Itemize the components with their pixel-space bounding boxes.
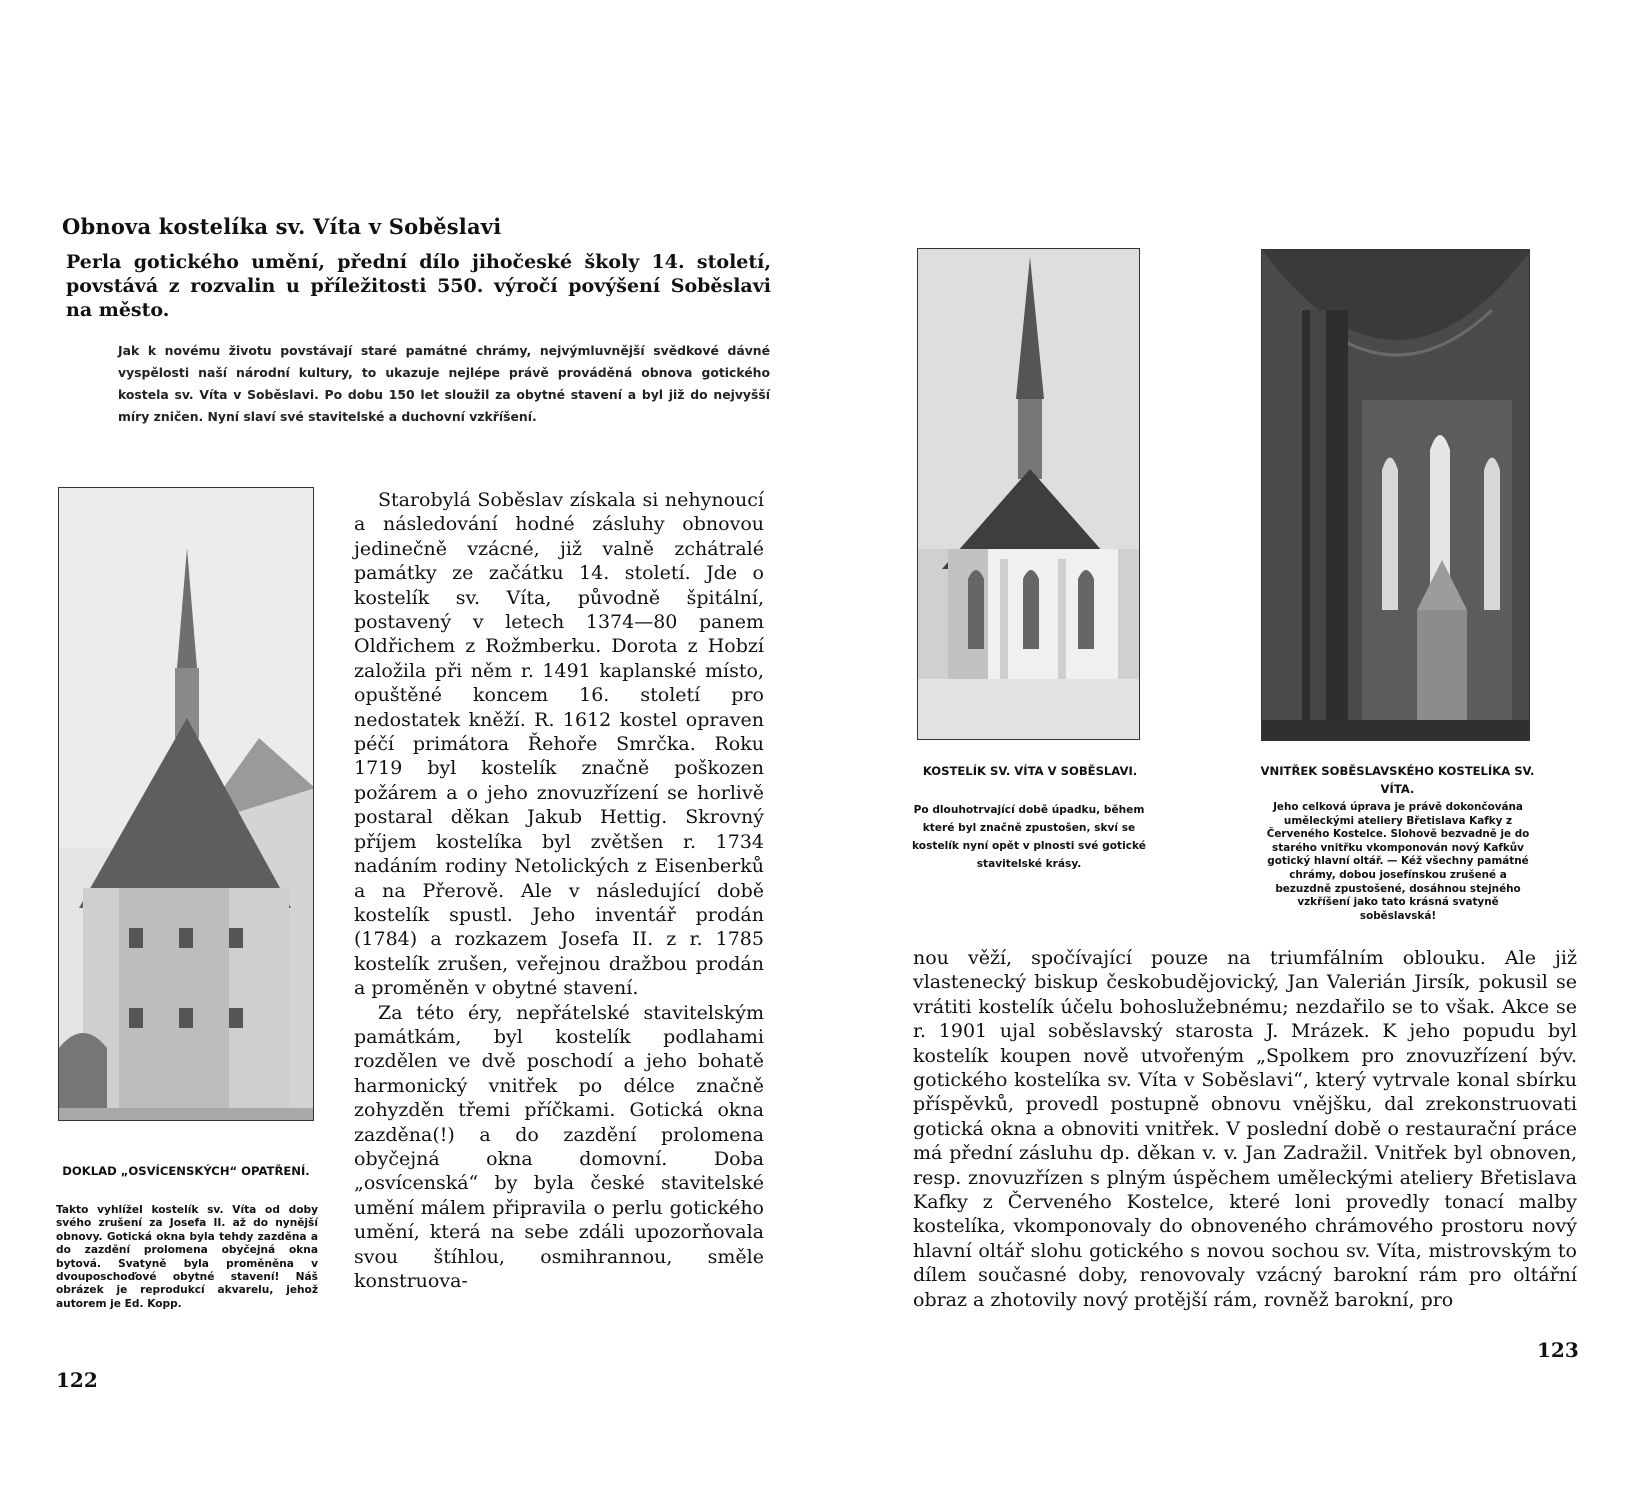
- church-interior-photo: [1262, 250, 1530, 741]
- figure-caption-body: Takto vyhlížel kostelík sv. Víta od doby svého zrušení za Josefa II. až do nynější obnovy. Gotická okna byla tehdy zazděna a do zazdění prolomena obyčejná okna bytová. Svatyně byla proměněna v dvouposchoďové obytné stavení! Náš obrázek je reprodukcí akvarelu, jehož autorem je Ed. Kopp.: [56, 1204, 318, 1310]
- figure-caption-title: DOKLAD „OSVÍCENSKÝCH“ OPATŘENÍ.: [62, 1164, 310, 1178]
- figure-caption-body: Jeho celková úprava je právě dokončována uměleckými ateliery Břetislava Kafky z Červeného Kostelce. Slohově bezvadně je do starého vnitřku vkomponován nový Kafkův gotický hlavní oltář. — Kéž všechny památné chrámy, dobou josefínskou zrušené a bezuzdně zpustošené, dosáhnou stejného vzkříšení jako tato krásná svatyně soběslavská!: [1266, 801, 1530, 922]
- figure-caption-title: KOSTELÍK SV. VÍTA V SOBĚSLAVI.: [922, 764, 1138, 778]
- article-lead: Jak k novému životu povstávají staré památné chrámy, nejvýmluvnější svědkové dávné vyspělosti naší národní kultury, to ukazuje nejlépe právě prováděná obnova gotického kostela sv. Víta v Soběslavi. Po dobu 150 let sloužil za obytné stavení a byl již do nejvyšší míry zničen. Nyní slaví své stavitelské a duchovní vzkříšení.: [118, 343, 770, 424]
- watercolor-church-illustration: [59, 488, 314, 1121]
- figure-caption-body: Po dlouhotrvající době úpadku, během které byl značně zpustošen, skví se kostelík nyní opět v plnosti své gotické stavitelské krásy.: [912, 804, 1146, 870]
- body-paragraph: Starobylá Soběslav získala si nehynoucí a následování hodné zásluhy obnovou jedinečně vzácné, již valně zchátralé památky ze začátku 14. století. Jde o kostelík sv. Víta, původně špitální, postavený v letech 1374—80 panem Oldřichem z Rožmberku. Dorota z Hobzí založila při něm r. 1491 kaplanské místo, opuštěné koncem 16. století pro nedostatek kněží. R. 1612 kostel opraven péčí primátora Řehoře Smrčka. Roku 1719 byl kostelík značně poškozen požárem a o jeho znovuzřízení se horlivě postaral děkan Jakub Hettig. Skrovný příjem kostelíka byl zvětšen r. 1734 nadáním rodiny Netolických z Eisenberků a na Přerově. Ale v následující době kostelík spustl. Jeho inventář prodán (1784) a rozkazem Josefa II. z r. 1785 kostelík zrušen, veřejnou dražbou prodán a proměněn v obytné stavení.: [354, 489, 764, 1000]
- article-title: Obnova kostelíka sv. Víta v Soběslavi: [62, 214, 502, 239]
- article-body-left: [354, 488, 764, 1293]
- photo-church-interior: [1261, 249, 1530, 741]
- page-number: 122: [56, 1368, 98, 1392]
- photo-church-exterior: [917, 248, 1140, 740]
- church-exterior-photo: [918, 249, 1140, 740]
- page-number: 123: [1537, 1338, 1579, 1362]
- body-paragraph: Za této éry, nepřátelské stavitelským památkám, byl kostelík podlahami rozdělen ve dvě poschodí a jeho bohatě harmonický vnitřek po délce značně zohyzděn třemi příčkami. Gotická okna zazděna(!) a do zazdění prolomena obyčejná okna domovní. Doba „osvícenská“ by byla české stavitelské umění málem připravila o perlu gotického umění, která na sebe zdáli upozorňovala svou štíhlou, osmihrannou, směle konstruova-: [354, 1001, 764, 1292]
- figure-caption-title: VNITŘEK SOBĚSLAVSKÉHO KOSTELÍKA SV. VÍTA.: [1260, 764, 1535, 796]
- article-body-right: nou věží, spočívající pouze na triumfálním oblouku. Ale již vlastenecký biskup českobudějovický, Jan Valerián Jirsík, pokusil se vrátiti kostelík účelu bohoslužebnému; nezdařilo se to však. Akce se r. 1901 ujal soběslavský starosta J. Mrázek. K jeho popudu byl kostelík koupen nově utvořeným „Spolkem pro znovuzřízení býv. gotického kostelíka sv. Víta v Soběslavi“, který vytrvale konal sbírku příspěvků, provedl postupně obnovu vnějšku, dal zrekonstruovati gotická okna a obnoviti vnitřek. V poslední době o restaurační práce má přední zásluhu dp. děkan v. v. Jan Zadražil. Vnitřek byl obnoven, resp. znovuzřízen s plným úspěchem uměleckými ateliery Břetislava Kafky z Červeného Kostelce, které loni provedly tonací malby kostelíka, vkomponovaly do obnoveného chrámového prostoru nový hlavní oltář slohu gotického s novou sochou sv. Víta, mistrovským to dílem současné doby, renovovaly vzácný barokní rám pro oltářní obraz a zhotovily nový protější rám, rovněž barokní, pro: [913, 947, 1577, 1311]
- figure-watercolor-church: [58, 487, 314, 1121]
- article-subtitle: Perla gotického umění, přední dílo jihočeské školy 14. století, povstává z rozvalin u příležitosti 550. výročí povýšení Soběslavi na město.: [66, 251, 771, 321]
